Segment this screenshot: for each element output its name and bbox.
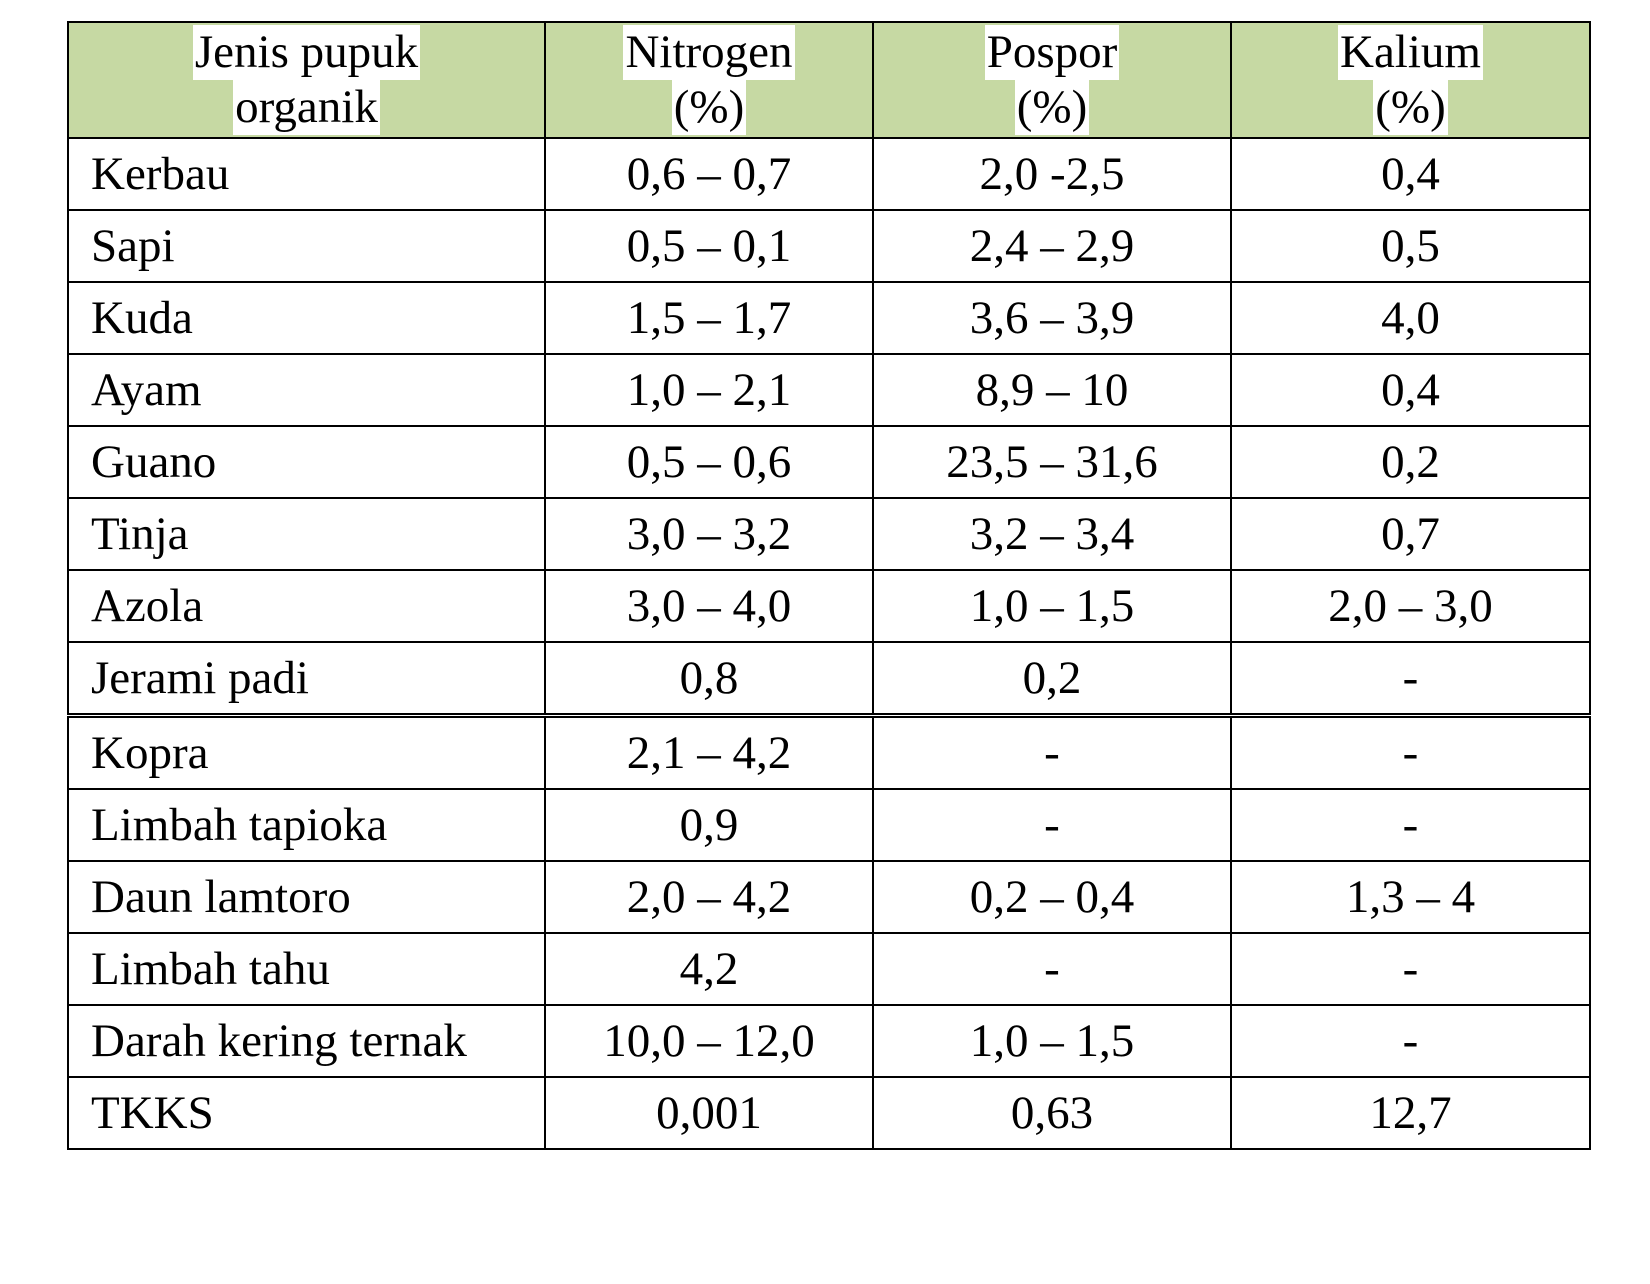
phosphorus-cell: 3,6 – 3,9 <box>873 282 1231 354</box>
table-row <box>68 138 1590 210</box>
potassium-cell: 0,4 <box>1231 354 1590 426</box>
potassium-cell: - <box>1231 933 1590 1005</box>
nitrogen-cell: 2,0 – 4,2 <box>545 861 873 933</box>
phosphorus-cell: 3,2 – 3,4 <box>873 498 1231 570</box>
nitrogen-cell: 1,5 – 1,7 <box>545 282 873 354</box>
nitrogen-cell: 0,9 <box>545 789 873 861</box>
phosphorus-cell: 23,5 – 31,6 <box>873 426 1231 498</box>
organic-fertilizer-nutrient-table <box>67 21 1591 1150</box>
header-text: Jenis pupuk <box>194 26 419 78</box>
potassium-cell: 12,7 <box>1231 1077 1590 1149</box>
table-row <box>68 426 1590 498</box>
header-text: (%) <box>673 81 745 133</box>
fertilizer-name-cell: Guano <box>68 426 545 498</box>
nitrogen-cell: 10,0 – 12,0 <box>545 1005 873 1077</box>
table-row <box>68 716 1590 790</box>
table-row <box>68 789 1590 861</box>
potassium-cell: - <box>1231 1005 1590 1077</box>
potassium-cell: 0,5 <box>1231 210 1590 282</box>
header-potassium <box>1231 22 1590 138</box>
header-fertilizer-type <box>68 22 545 138</box>
nitrogen-cell: 2,1 – 4,2 <box>545 716 873 790</box>
phosphorus-cell: - <box>873 789 1231 861</box>
fertilizer-name-cell: Daun lamtoro <box>68 861 545 933</box>
table-row <box>68 210 1590 282</box>
header-text: (%) <box>1016 81 1088 133</box>
nutrient-table-container <box>67 21 1589 1150</box>
header-nitrogen <box>545 22 873 138</box>
table-row <box>68 354 1590 426</box>
fertilizer-name-cell: Kerbau <box>68 138 545 210</box>
fertilizer-name-cell: Azola <box>68 570 545 642</box>
potassium-cell: 0,4 <box>1231 138 1590 210</box>
table-row <box>68 933 1590 1005</box>
phosphorus-cell: 1,0 – 1,5 <box>873 1005 1231 1077</box>
header-phosphorus <box>873 22 1231 138</box>
fertilizer-name-cell: Darah kering ternak <box>68 1005 545 1077</box>
potassium-cell: - <box>1231 789 1590 861</box>
nitrogen-cell: 3,0 – 3,2 <box>545 498 873 570</box>
header-text: Kalium <box>1340 26 1481 78</box>
table-row <box>68 1005 1590 1077</box>
fertilizer-name-cell: Sapi <box>68 210 545 282</box>
table-row <box>68 1077 1590 1149</box>
nitrogen-cell: 1,0 – 2,1 <box>545 354 873 426</box>
phosphorus-cell: - <box>873 933 1231 1005</box>
nitrogen-cell: 0,001 <box>545 1077 873 1149</box>
table-row <box>68 498 1590 570</box>
potassium-cell: 2,0 – 3,0 <box>1231 570 1590 642</box>
nitrogen-cell: 0,5 – 0,6 <box>545 426 873 498</box>
table-row <box>68 861 1590 933</box>
nitrogen-cell: 4,2 <box>545 933 873 1005</box>
nitrogen-cell: 0,5 – 0,1 <box>545 210 873 282</box>
fertilizer-name-cell: Jerami padi <box>68 642 545 716</box>
phosphorus-cell: 8,9 – 10 <box>873 354 1231 426</box>
nitrogen-cell: 0,6 – 0,7 <box>545 138 873 210</box>
phosphorus-cell: 1,0 – 1,5 <box>873 570 1231 642</box>
phosphorus-cell: 0,2 <box>873 642 1231 716</box>
phosphorus-cell: - <box>873 716 1231 790</box>
table-row <box>68 282 1590 354</box>
table-row <box>68 570 1590 642</box>
phosphorus-cell: 0,2 – 0,4 <box>873 861 1231 933</box>
header-text: Nitrogen <box>625 26 793 78</box>
potassium-cell: - <box>1231 716 1590 790</box>
potassium-cell: 1,3 – 4 <box>1231 861 1590 933</box>
potassium-cell: - <box>1231 642 1590 716</box>
nitrogen-cell: 0,8 <box>545 642 873 716</box>
potassium-cell: 0,2 <box>1231 426 1590 498</box>
phosphorus-cell: 0,63 <box>873 1077 1231 1149</box>
fertilizer-name-cell: Ayam <box>68 354 545 426</box>
fertilizer-name-cell: Kopra <box>68 716 545 790</box>
potassium-cell: 0,7 <box>1231 498 1590 570</box>
header-text: organik <box>235 81 378 133</box>
table-header-row <box>68 22 1590 138</box>
fertilizer-name-cell: Limbah tahu <box>68 933 545 1005</box>
phosphorus-cell: 2,4 – 2,9 <box>873 210 1231 282</box>
fertilizer-name-cell: TKKS <box>68 1077 545 1149</box>
potassium-cell: 4,0 <box>1231 282 1590 354</box>
phosphorus-cell: 2,0 -2,5 <box>873 138 1231 210</box>
header-text: (%) <box>1375 81 1446 133</box>
fertilizer-name-cell: Kuda <box>68 282 545 354</box>
table-row <box>68 642 1590 716</box>
fertilizer-name-cell: Limbah tapioka <box>68 789 545 861</box>
fertilizer-name-cell: Tinja <box>68 498 545 570</box>
header-text: Pospor <box>986 26 1118 78</box>
nitrogen-cell: 3,0 – 4,0 <box>545 570 873 642</box>
